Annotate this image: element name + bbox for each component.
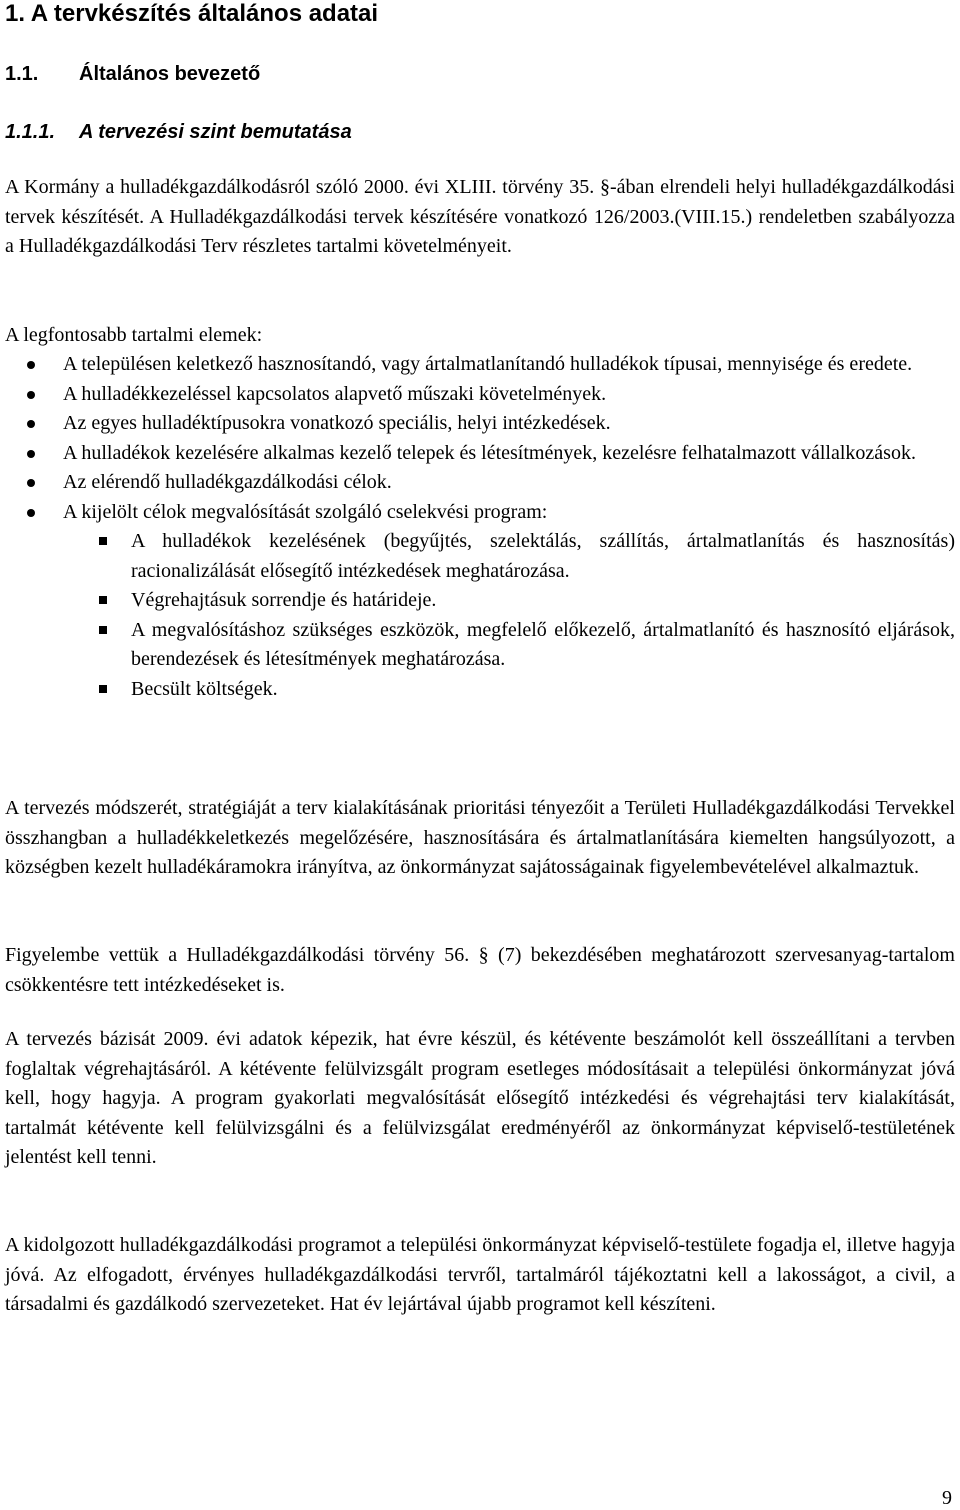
list-item-text: Az elérendő hulladékgazdálkodási célok. bbox=[63, 471, 392, 493]
list-item bbox=[5, 439, 955, 469]
list-item bbox=[5, 498, 955, 705]
list-item bbox=[5, 468, 955, 498]
list-item-text: A kijelölt célok megvalósítását szolgáló cselekvési program: bbox=[63, 500, 548, 523]
list-item-text: Az egyes hulladéktípusokra vonatkozó speciális, helyi intézkedések. bbox=[63, 412, 611, 434]
chapter-heading: 1. A tervkészítés általános adatai bbox=[5, 0, 379, 27]
round-bullet-icon bbox=[27, 420, 35, 428]
sub-list-item bbox=[63, 527, 955, 586]
list-item bbox=[5, 350, 955, 380]
list-item bbox=[5, 409, 955, 439]
approval-paragraph: A kidolgozott hulladékgazdálkodási programot a települési önkormányzat képviselő-testülete fogadja el, illetve hagyja jóvá. Az elfogadott, érvényes hulladékgazdálkodási tervről, tartalmáról tájékoztatni kell a lakosságot, a civil, a társadalmi és gazdálkodó szervezeteket. Hat év lejártával újabb programot kell készíteni. bbox=[5, 1234, 955, 1315]
list-item bbox=[5, 380, 955, 410]
round-bullet-icon bbox=[27, 479, 35, 487]
sub-list-item-text: Becsült költségek. bbox=[131, 677, 278, 700]
list-item-text: A hulladékok kezelésére alkalmas kezelő telepek és létesítmények, kezelésre felhatalmazott vállalkozások. bbox=[63, 441, 916, 464]
action-program-sublist bbox=[63, 527, 955, 704]
sub-list-item-text: A hulladékok kezelésének (begyűjtés, szelektálás, szállítás, ártalmatlanítás és hasznosítás) racionalizálását elősegítő intézkedések meghatározása. bbox=[131, 530, 955, 582]
page-number: 9 bbox=[942, 1487, 952, 1509]
law-reference-paragraph: Figyelembe vettük a Hulladékgazdálkodási törvény 56. § (7) bekezdésében meghatározott szervesanyag-tartalom csökkentésre tett intézkedéseket is. bbox=[5, 944, 955, 996]
sub-list-item-text: A megvalósításhoz szükséges eszközök, megfelelő előkezelő, ártalmatlanító és hasznosító eljárások, berendezések és létesítmények meghatározása. bbox=[131, 618, 955, 670]
square-bullet-icon bbox=[99, 537, 107, 545]
square-bullet-icon bbox=[99, 626, 107, 634]
sub-list-item-text: Végrehajtásuk sorrendje és határideje. bbox=[131, 589, 437, 611]
round-bullet-icon bbox=[27, 361, 35, 369]
square-bullet-icon bbox=[99, 596, 107, 604]
list-item-text: A településen keletkező hasznosítandó, vagy ártalmatlanítandó hulladékok típusai, mennyisége és eredete. bbox=[63, 353, 913, 375]
round-bullet-icon bbox=[27, 450, 35, 458]
methodology-paragraph: A tervezés módszerét, stratégiáját a terv kialakításának prioritási tényezőit a Területi Hulladékgazdálkodási Tervekkel összhangban a hulladékkeletkezés megelőzésére, hasznosítására és ártalmatlanítására kiemelten hangsúlyozott, a községben kezelt hulladékáramokra irányítva, az önkormányzat sajátosságainak figyelembevételével alkalmaztuk. bbox=[5, 797, 955, 878]
round-bullet-icon bbox=[27, 509, 35, 517]
square-bullet-icon bbox=[99, 685, 107, 693]
section-number: 1.1. bbox=[5, 63, 39, 85]
round-bullet-icon bbox=[27, 391, 35, 399]
section-title: Általános bevezető bbox=[79, 63, 261, 85]
section-heading bbox=[5, 59, 260, 89]
sub-list-item bbox=[63, 675, 955, 705]
planning-basis-paragraph: A tervezés bázisát 2009. évi adatok képezik, hat évre készül, és kétévente beszámolót kell összeállítani a tervben foglaltak végrehajtásáról. A kétévente felülvizsgált program esetleges módosításait a települési önkormányzat jóvá kell, hogy hagyja. A program gyakorlati megvalósítását elősegítő intézkedési és végrehajtási terv kialakítását, tartalmát kétévente kell felülvizsgálni és a felülvizsgálat eredményéről az önkormányzat képviselő-testületének jelentést kell tenni. bbox=[5, 1028, 955, 1168]
list-item-text: A hulladékkezeléssel kapcsolatos alapvető műszaki követelmények. bbox=[63, 382, 607, 405]
content-elements-list bbox=[5, 350, 955, 704]
subsection-title: A tervezési szint bemutatása bbox=[79, 121, 352, 143]
intro-paragraph: A Kormány a hulladékgazdálkodásról szóló 2000. évi XLIII. törvény 35. §-ában elrendeli helyi hulladékgazdálkodási tervek készítését. A Hulladékgazdálkodási tervek készítésére vonatkozó 126/2003.(VIII.15.) rendeletben szabályozza a Hulladékgazdálkodási Terv részletes tartalmi követelményeit. bbox=[5, 176, 955, 257]
list-intro-text: A legfontosabb tartalmi elemek: bbox=[5, 324, 263, 346]
sub-list-item bbox=[63, 616, 955, 675]
subsection-heading bbox=[5, 117, 352, 147]
sub-list-item bbox=[63, 586, 955, 616]
subsection-number: 1.1.1. bbox=[5, 121, 56, 143]
